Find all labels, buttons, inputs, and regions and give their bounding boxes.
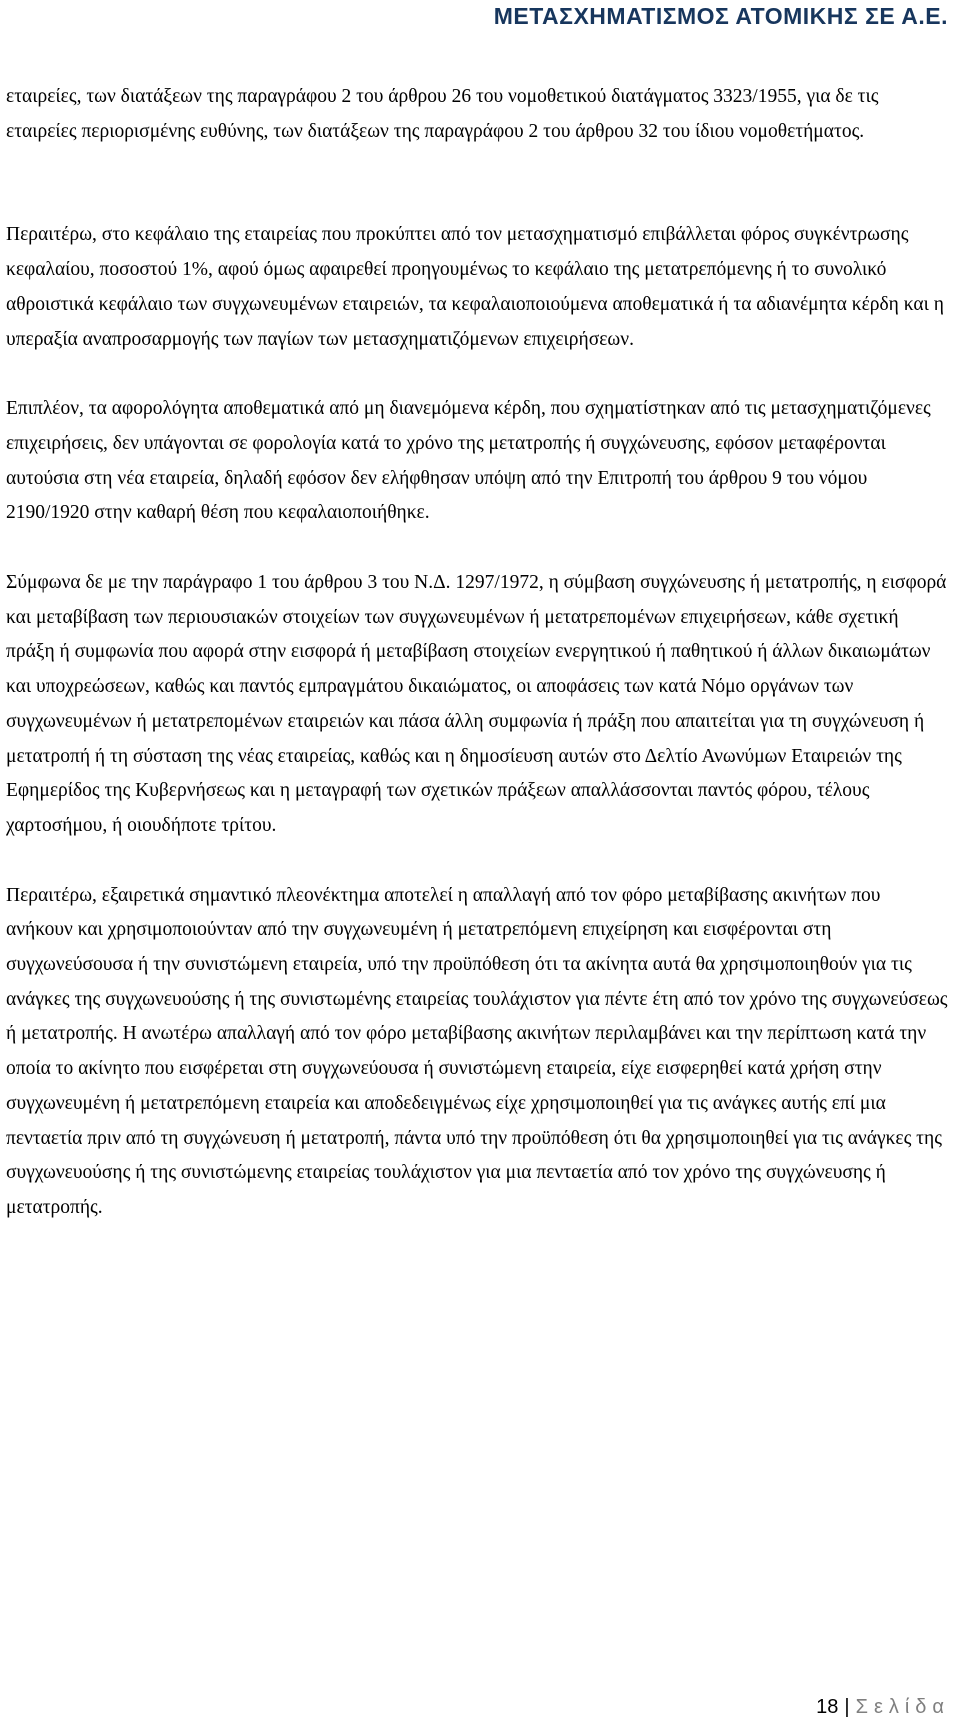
document-body <box>6 80 952 1226</box>
running-header-title: ΜΕΤΑΣΧΗΜΑΤΙΣΜΟΣ ΑΤΟΜΙΚΗΣ ΣΕ Α.Ε. <box>493 3 948 29</box>
page-footer <box>816 1692 950 1722</box>
page-word: Σελίδα <box>855 1696 950 1718</box>
paragraph-continuation: εταιρείες, των διατάξεων της παραγράφου 2 του άρθρου 26 του νομοθετικού διατάγματος 3323/1955, για δε τις εταιρείες περιορισμένης ευθύνης, των διατάξεων της παραγράφου 2 του άρθρου 32 του ίδιου νομοθετήματος. <box>6 86 879 142</box>
paragraph-concentration-tax: Περαιτέρω, στο κεφάλαιο της εταιρείας που προκύπτει από τον μετασχηματισμό επιβάλλεται φόρος συγκέντρωσης κεφαλαίου, ποσοστού 1%, αφού όμως αφαιρεθεί προηγουμένως το κεφάλαιο της μετατρεπόμενης ή το συνολικό αθροιστικά κεφάλαιο των συγχωνευμένων εταιρειών, τα κεφαλαιοποιούμενα αποθεματικά ή τα αδιανέμητα κέρδη και η υπεραξία αναπροσαρμογής των παγίων των μετασχηματιζόμενων επιχειρήσεων. <box>6 224 944 350</box>
paragraph-property-transfer-exemption: Περαιτέρω, εξαιρετικά σημαντικό πλεονέκτημα αποτελεί η απαλλαγή από τον φόρο μεταβίβασης ακινήτων που ανήκουν και χρησιμοποιούνταν από την συγχωνευμένη ή μετατρεπόμενη επιχείρηση και εισφέρονται στη συγχωνεύσουσα ή την συνιστώμενη εταιρεία, υπό την προϋπόθεση ότι τα ακίνητα αυτά θα χρησιμοποιηθούν για τις ανάγκες της συγχωνευούσης ή της συνιστωμένης εταιρείας τουλάχιστον για πέντε έτη από τον χρόνο της συγχωνεύσεως ή μετατροπής. Η ανωτέρω απαλλαγή από τον φόρο μεταβίβασης ακινήτων περιλαμβάνει και την περίπτωση κατά την οποία το ακίνητο που εισφέρεται στη συγχωνεύουσα ή συνιστώμενη εταιρεία, είχε εισφερηθεί κατά χρήση στην συγχωνευμένη ή μετατρεπόμενη εταιρεία και αποδεδειγμένως είχε χρησιμοποιηθεί για τις ανάγκες αυτής επί μια πενταετία πριν από τη συγχώνευση ή μετατροπή, πάντα υπό την προϋπόθεση ότι θα χρησιμοποιηθεί για τις ανάγκες της συγχωνευούσης ή της συνιστώμενης εταιρείας τουλάχιστον για μια πενταετία από τον χρόνο της συγχώνευσης ή μετατροπής. <box>6 884 948 1218</box>
page-number: 18 <box>816 1696 839 1718</box>
paragraph-nd-1297-1972: Σύμφωνα δε με την παράγραφο 1 του άρθρου 3 του Ν.Δ. 1297/1972, η σύμβαση συγχώνευσης ή μετατροπής, η εισφορά και μεταβίβαση των περιουσιακών στοιχείων των συγχωνευμένων ή μετατρεπομένων επιχειρήσεων, κάθε σχετική πράξη ή συμφωνία που αφορά στην εισφορά ή μεταβίβαση στοιχείων ενεργητικού ή παθητικού ή άλλων δικαιωμάτων και υποχρεώσεων, καθώς και παντός εμπραγμάτου δικαιώματος, οι αποφάσεις των κατά Νόμο οργάνων των συγχωνευμένων ή μετατρεπομένων εταιρειών και πάσα άλλη συμφωνία ή πράξη που απαιτείται για τη συγχώνευση ή μετατροπή ή τη σύσταση της νέας εταιρείας, καθώς και η δημοσίευση αυτών στο Δελτίο Ανωνύμων Εταιρειών της Εφημερίδος της Κυβερνήσεως και η μεταγραφή των σχετικών πράξεων απαλλάσσονται παντός φόρου, τέλους χαρτοσήμου, ή οιουδήποτε τρίτου. <box>6 572 947 836</box>
footer-separator: | <box>844 1696 850 1718</box>
paragraph-tax-free-reserves: Επιπλέον, τα αφορολόγητα αποθεματικά από μη διανεμόμενα κέρδη, που σχηματίστηκαν από τις μετασχηματιζόμενες επιχειρήσεις, δεν υπάγονται σε φορολογία κατά το χρόνο της μετατροπής ή συγχώνευσης, εφόσον μεταφέρονται αυτούσια στη νέα εταιρεία, δηλαδή εφόσον δεν ελήφθησαν υπόψη από την Επιτροπή του άρθρου 9 του νόμου 2190/1920 στην καθαρή θέση που κεφαλαιοποιήθηκε. <box>6 398 931 524</box>
